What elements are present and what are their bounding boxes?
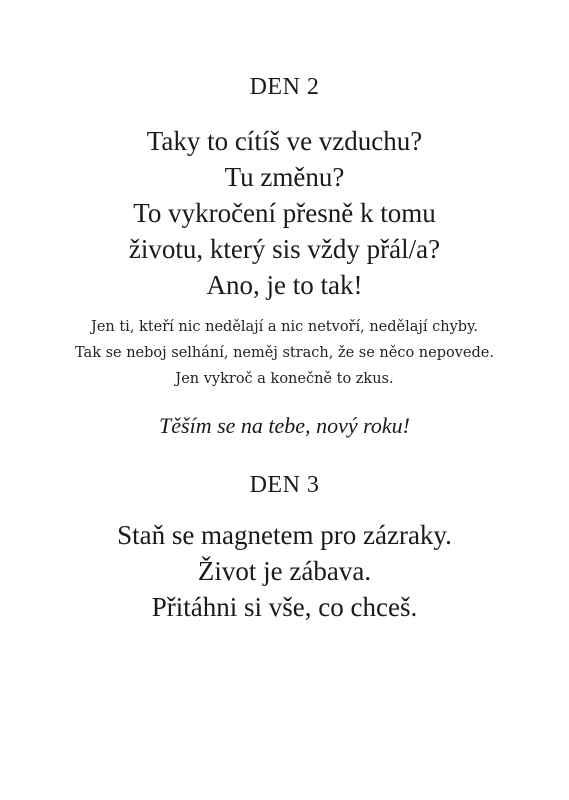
day-3-main-line: Život je zábava. [197, 556, 372, 586]
day-2-main-text [0, 123, 569, 303]
day-3-main-line: Staň se magnetem pro zázraky. [117, 520, 452, 550]
day-2-heading: DEN 2 [249, 74, 320, 100]
day-3-main-text [0, 517, 569, 625]
day-2-main-line: To vykročení přesně k tomu [133, 198, 436, 228]
day-2-body-line: Tak se neboj selhání, neměj strach, že se něco nepovede. [75, 345, 494, 361]
day-2-body-line: Jen vykroč a konečně to zkus. [175, 371, 394, 387]
day-2-main-line: Taky to cítíš ve vzduchu? [146, 126, 423, 156]
day-2-main-line: Ano, je to tak! [206, 270, 363, 300]
day-3-heading: DEN 3 [249, 472, 320, 498]
day-2-main-line: Tu změnu? [224, 162, 345, 192]
day-2-body-text [0, 314, 569, 392]
day-2-quote: Těším se na tebe, nový roku! [159, 413, 410, 438]
day-2-body-line: Jen ti, kteří nic nedělají a nic netvoří, nedělají chyby. [91, 319, 478, 335]
day-3-main-line: Přitáhni si vše, co chceš. [151, 592, 418, 622]
day-2-main-line: životu, který sis vždy přál/a? [128, 234, 441, 264]
